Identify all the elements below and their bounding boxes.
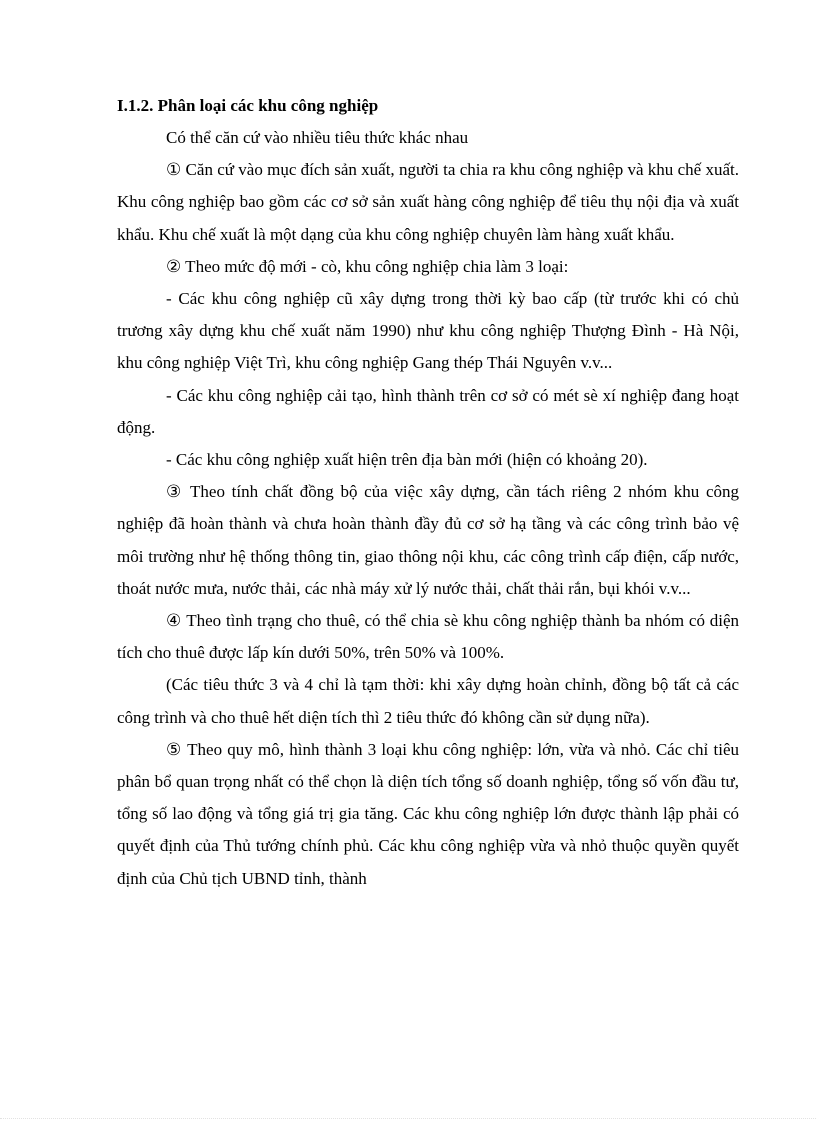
criterion-1-paragraph: ① Căn cứ vào mục đích sản xuất, người ta chia ra khu công nghiệp và khu chế xuất. Khu công nghiệp bao gồm các cơ sở sản xuất hàng công nghiệp để tiêu thụ nội địa và xuất khẩu. Khu chế xuất là một dạng của khu công nghiệp chuyên làm hàng xuất khẩu.: [117, 160, 739, 244]
document-page: [117, 90, 739, 895]
section-heading: I.1.2. Phân loại các khu công nghiệp: [117, 96, 379, 115]
criterion-4-paragraph: ④ Theo tình trạng cho thuê, có thể chia sè khu công nghiệp thành ba nhóm có diện tích cho thuê được lấp kín dưới 50%, trên 50% và 100%.: [117, 611, 739, 663]
criterion-5-paragraph: ⑤ Theo quy mô, hình thành 3 loại khu công nghiệp: lớn, vừa và nhỏ. Các chỉ tiêu phân bổ quan trọng nhất có thể chọn là diện tích tổng số doanh nghiệp, tổng số vốn đầu tư, tổng số lao động và tổng giá trị gia tăng. Các khu công nghiệp lớn được thành lập phải có quyết định của Thủ tướng chính phủ. Các khu công nghiệp vừa và nhỏ thuộc quyền quyết định của Chủ tịch UBND tỉnh, thành: [117, 739, 739, 888]
page-bottom-divider: [0, 1118, 816, 1119]
note-paragraph: (Các tiêu thức 3 và 4 chỉ là tạm thời: khi xây dựng hoàn chỉnh, đồng bộ tất cả các công trình và cho thuê hết diện tích thì 2 tiêu thức đó không cần sử dụng nữa).: [117, 675, 739, 727]
criterion-3-paragraph: ③ Theo tính chất đồng bộ của việc xây dựng, cần tách riêng 2 nhóm khu công nghiệp đã hoàn thành và chưa hoàn thành đầy đủ cơ sở hạ tầng và các công trình bảo vệ môi trường như hệ thống thông tin, giao thông nội khu, các công trình cấp điện, cấp nước, thoát nước mưa, nước thải, các nhà máy xử lý nước thải, chất thải rắn, bụi khói v.v...: [117, 482, 739, 598]
criterion-2-item-new: - Các khu công nghiệp xuất hiện trên địa bàn mới (hiện có khoảng 20).: [166, 450, 648, 470]
criterion-2-item-old: - Các khu công nghiệp cũ xây dựng trong thời kỳ bao cấp (từ trước khi có chủ trương xây dựng khu chế xuất năm 1990) như khu công nghiệp Thượng Đình - Hà Nội, khu công nghiệp Việt Trì, khu công nghiệp Gang thép Thái Nguyên v.v...: [117, 289, 739, 373]
criterion-2-paragraph: ② Theo mức độ mới - cò, khu công nghiệp chia làm 3 loại:: [166, 256, 569, 276]
intro-paragraph: Có thể căn cứ vào nhiều tiêu thức khác nhau: [166, 128, 469, 147]
criterion-2-item-renovated: - Các khu công nghiệp cải tạo, hình thành trên cơ sở có mét sè xí nghiệp đang hoạt động.: [117, 385, 739, 437]
